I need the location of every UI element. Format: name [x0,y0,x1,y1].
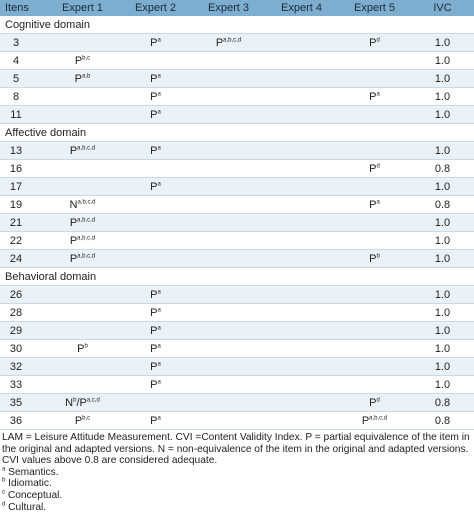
expert-5-cell [338,358,411,376]
cell-superscript: a [376,198,380,205]
footnote-text: Cultural. [5,501,47,513]
expert-3-cell [192,160,265,178]
header-expert-2: Expert 2 [119,0,192,16]
cell-superscript: a,b [82,72,91,79]
table-row [0,34,474,52]
expert-2-cell [119,376,192,394]
expert-2-cell [119,142,192,160]
cell-superscript: a,b,c,d [223,36,242,43]
cell-superscript: b,c [82,54,91,61]
cell-text: P [150,288,158,301]
expert-1-cell [46,394,119,412]
cell-superscript: a [157,90,161,97]
expert-2-cell [119,196,192,214]
cell-text: P [77,342,85,355]
expert-1-cell [46,322,119,340]
table-row [0,178,474,196]
cell-superscript: a [157,180,161,187]
expert-2-cell [119,52,192,70]
cell-superscript: b,c [82,414,91,421]
expert-5-cell [338,178,411,196]
cell-text: P [74,414,83,427]
cell-text: P [74,72,82,85]
cell-text: P [150,108,158,121]
item-number: 21 [0,214,46,232]
cell-superscript: b [73,396,77,403]
cell-text: P [150,342,158,355]
cell-superscript: b [376,252,380,259]
table-row [0,304,474,322]
expert-4-cell [265,322,338,340]
expert-3-cell [192,412,265,430]
table-row [0,412,474,430]
cell-superscript: a,b,c,d [77,144,96,151]
cell-text: P [150,360,158,373]
table-notes [0,430,474,513]
ivc-value: 1.0 [411,106,474,124]
section-row [0,124,474,142]
cell-text: P [361,414,370,427]
expert-1-cell [46,70,119,88]
cell-superscript: a [157,378,161,385]
expert-4-cell [265,232,338,250]
expert-2-cell [119,340,192,358]
expert-3-cell [192,394,265,412]
ivc-value: 1.0 [411,358,474,376]
cell-superscript: a [157,306,161,313]
item-number: 5 [0,70,46,88]
expert-2-cell [119,160,192,178]
expert-3-cell [192,358,265,376]
expert-1-cell [46,142,119,160]
expert-4-cell [265,376,338,394]
table-row [0,88,474,106]
cell-superscript: a,c,d [86,396,100,403]
expert-1-cell [46,214,119,232]
table-row [0,196,474,214]
footnote [2,467,472,479]
expert-4-cell [265,394,338,412]
ivc-value: 1.0 [411,250,474,268]
cell-superscript: d [376,162,380,169]
table-row [0,214,474,232]
item-number: 22 [0,232,46,250]
section-row [0,268,474,286]
expert-2-cell [119,358,192,376]
expert-5-cell [338,70,411,88]
item-number: 4 [0,52,46,70]
expert-4-cell [265,304,338,322]
cell-text: P [150,144,158,157]
expert-1-cell [46,376,119,394]
cell-text: P [369,198,377,211]
expert-3-cell [192,88,265,106]
section-label: Cognitive domain [0,16,474,34]
footnote-text: Semantics. [5,466,59,478]
expert-2-cell [119,322,192,340]
cell-text: /P [76,396,87,409]
cell-text: P [150,378,158,391]
cell-text: P [69,252,78,265]
footnote [2,502,472,513]
section-label: Behavioral domain [0,268,474,286]
expert-5-cell [338,214,411,232]
cell-superscript: a [157,108,161,115]
expert-3-cell [192,304,265,322]
footnote-mark: b [2,477,6,484]
table-row [0,376,474,394]
expert-5-cell [338,142,411,160]
cell-superscript: b [84,342,88,349]
cell-text: P [150,180,158,193]
expert-1-cell [46,160,119,178]
expert-1-cell [46,52,119,70]
expert-3-cell [192,70,265,88]
cell-text: P [150,72,158,85]
cell-text: N [65,396,74,409]
ivc-value: 1.0 [411,70,474,88]
header-expert-4: Expert 4 [265,0,338,16]
expert-5-cell [338,304,411,322]
cell-superscript: a [157,72,161,79]
expert-5-cell [338,160,411,178]
expert-4-cell [265,160,338,178]
expert-5-cell [338,106,411,124]
expert-5-cell [338,412,411,430]
expert-4-cell [265,286,338,304]
ivc-value: 1.0 [411,286,474,304]
ivc-value: 0.8 [411,196,474,214]
cell-superscript: a,b,c,d [77,234,96,241]
item-number: 17 [0,178,46,196]
expert-2-cell [119,250,192,268]
cell-superscript: a,b,c,d [369,414,388,421]
footnote [2,490,472,502]
cell-text: P [150,414,158,427]
expert-3-cell [192,340,265,358]
expert-2-cell [119,394,192,412]
table-row [0,70,474,88]
expert-2-cell [119,214,192,232]
expert-5-cell [338,376,411,394]
footnote-mark: d [2,501,6,508]
ivc-value: 0.8 [411,394,474,412]
header-expert-1: Expert 1 [46,0,119,16]
expert-4-cell [265,34,338,52]
expert-5-cell [338,52,411,70]
footnote-mark: a [2,466,6,473]
cell-text: P [150,36,158,49]
expert-2-cell [119,34,192,52]
expert-3-cell [192,52,265,70]
item-number: 13 [0,142,46,160]
expert-5-cell [338,394,411,412]
footnote-text: Idiomatic. [5,478,52,490]
table-row [0,250,474,268]
expert-5-cell [338,250,411,268]
cell-superscript: a [157,144,161,151]
expert-5-cell [338,34,411,52]
cell-superscript: a [157,36,161,43]
table-row [0,358,474,376]
expert-3-cell [192,34,265,52]
item-number: 32 [0,358,46,376]
cell-superscript: a [157,288,161,295]
item-number: 28 [0,304,46,322]
footnote [2,478,472,490]
expert-1-cell [46,34,119,52]
ivc-value: 1.0 [411,88,474,106]
ivc-value: 0.8 [411,160,474,178]
expert-3-cell [192,286,265,304]
expert-2-cell [119,178,192,196]
cell-superscript: a,b,c,d [77,198,96,205]
expert-1-cell [46,412,119,430]
cell-text: N [69,198,78,211]
expert-1-cell [46,196,119,214]
table-row [0,142,474,160]
expert-4-cell [265,88,338,106]
item-number: 29 [0,322,46,340]
cell-text: P [150,324,158,337]
expert-3-cell [192,250,265,268]
footnote-text: Conceptual. [5,489,63,501]
expert-4-cell [265,106,338,124]
expert-1-cell [46,106,119,124]
section-row [0,16,474,34]
expert-3-cell [192,322,265,340]
ivc-value: 1.0 [411,142,474,160]
ivc-value: 1.0 [411,214,474,232]
expert-4-cell [265,196,338,214]
table-row [0,232,474,250]
expert-4-cell [265,142,338,160]
item-number: 3 [0,34,46,52]
item-number: 35 [0,394,46,412]
ivc-value: 1.0 [411,232,474,250]
expert-5-cell [338,232,411,250]
expert-3-cell [192,232,265,250]
item-number: 30 [0,340,46,358]
cell-text: P [69,234,78,247]
cell-text: P [69,216,78,229]
item-number: 19 [0,196,46,214]
cell-superscript: d [376,36,380,43]
expert-2-cell [119,70,192,88]
table-row [0,106,474,124]
cell-text: P [369,396,377,409]
cell-text: P [150,90,158,103]
expert-3-cell [192,214,265,232]
item-number: 36 [0,412,46,430]
table-row [0,394,474,412]
expert-1-cell [46,286,119,304]
expert-2-cell [119,232,192,250]
expert-5-cell [338,286,411,304]
footnotes [2,467,472,513]
expert-2-cell [119,106,192,124]
cell-superscript: a,b,c,d [77,216,96,223]
cell-text: P [69,144,78,157]
expert-5-cell [338,340,411,358]
item-number: 24 [0,250,46,268]
item-number: 16 [0,160,46,178]
cell-superscript: a [157,414,161,421]
cell-superscript: a,b,c,d [77,252,96,259]
notes-main: LAM = Leisure Attitude Measurement. CVI =Content Validity Index. P = partial equivalence of the item in the original and adapted versions. N = non-equivalence of the item in the original and adapted versions. CVI values above 0.8 are considered adequate. [2,432,470,467]
cell-superscript: d [376,396,380,403]
expert-4-cell [265,412,338,430]
table-row [0,286,474,304]
item-number: 11 [0,106,46,124]
expert-4-cell [265,214,338,232]
expert-4-cell [265,358,338,376]
table-row [0,322,474,340]
table-row [0,340,474,358]
cell-text: P [74,54,83,67]
table-row [0,160,474,178]
cell-superscript: a [376,90,380,97]
expert-1-cell [46,340,119,358]
cell-text: P [369,162,377,175]
expert-4-cell [265,250,338,268]
table-body [0,16,474,430]
cell-superscript: a [157,360,161,367]
expert-1-cell [46,232,119,250]
expert-2-cell [119,88,192,106]
expert-2-cell [119,412,192,430]
ivc-value: 1.0 [411,376,474,394]
expert-1-cell [46,358,119,376]
cell-superscript: a [157,324,161,331]
expert-4-cell [265,52,338,70]
ivc-value: 1.0 [411,340,474,358]
header-expert-5: Expert 5 [338,0,411,16]
header-expert-3: Expert 3 [192,0,265,16]
expert-1-cell [46,178,119,196]
cell-text: P [369,36,377,49]
item-number: 8 [0,88,46,106]
expert-5-cell [338,196,411,214]
header-itens: Itens [0,0,46,16]
cell-superscript: a [157,342,161,349]
cell-text: P [215,36,224,49]
header-row [0,0,474,16]
item-number: 33 [0,376,46,394]
expert-3-cell [192,178,265,196]
expert-3-cell [192,376,265,394]
ivc-value: 1.0 [411,304,474,322]
section-label: Affective domain [0,124,474,142]
header-ivc: IVC [411,0,474,16]
ivc-value: 1.0 [411,322,474,340]
item-number: 26 [0,286,46,304]
expert-2-cell [119,304,192,322]
expert-4-cell [265,178,338,196]
ivc-value: 0.8 [411,412,474,430]
ivc-value: 1.0 [411,178,474,196]
cell-text: P [150,306,158,319]
table-row [0,52,474,70]
expert-3-cell [192,106,265,124]
ivc-value: 1.0 [411,34,474,52]
expert-1-cell [46,250,119,268]
expert-4-cell [265,340,338,358]
cell-text: P [369,90,377,103]
expert-3-cell [192,142,265,160]
expert-3-cell [192,196,265,214]
expert-2-cell [119,286,192,304]
expert-5-cell [338,88,411,106]
expert-1-cell [46,304,119,322]
expert-1-cell [46,88,119,106]
expert-4-cell [265,70,338,88]
expert-5-cell [338,322,411,340]
cell-text: P [369,252,377,265]
footnote-mark: c [2,489,5,496]
ivc-value: 1.0 [411,52,474,70]
